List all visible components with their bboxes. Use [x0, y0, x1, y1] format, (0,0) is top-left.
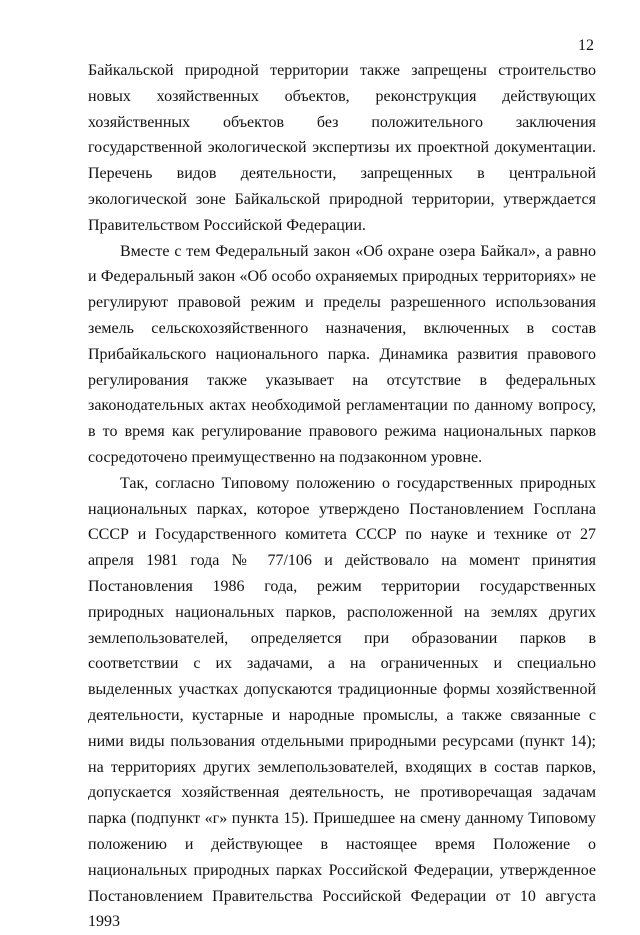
paragraph-3: Так, согласно Типовому положению о государственных природных национальных парках, которое утверждено Постановлением Госплана СССР и Государственного комитета СССР по науке и технике от 27 апреля 1981 года № 77/106 и действовало на момент принятия Постановления 1986 года, режим территории государственных природных национальных парков, расположенной на землях других землепользователей, определяется при образовании парков в соответствии с их задачами, а на ограниченных и специально выделенных участках допускаются традиционные формы хозяйственной деятельности, кустарные и народные промыслы, а также связанные с ними виды пользования отдельными природными ресурсами (пункт 14); на территориях других землепользователей, входящих в состав парков, допускается хозяйственная деятельность, не противоречащая задачам парка (подпункт «г» пункта 15). Пришедшее на смену данному Типовому положению и действующее в настоящее время Положение о национальных природных парках Российской Федерации, утвержденное Постановлением Правительства Российской Федерации от 10 августа 1993: [88, 474, 596, 931]
document-body: [88, 58, 596, 935]
paragraph-1: Байкальской природной территории также запрещены строительство новых хозяйственных объектов, реконструкция действующих хозяйственных объектов без положительного заключения государственной экологической экспертизы их проектной документации. Перечень видов деятельности, запрещенных в центральной экологической зоне Байкальской природной территории, утверждается Правительством Российской Федерации.: [88, 62, 596, 234]
page-number: 12: [578, 37, 594, 54]
paragraph-2: Вместе с тем Федеральный закон «Об охране озера Байкал», а равно и Федеральный закон «Об особо охраняемых природных территориях» не регулируют правовой режим и пределы разрешенного использования земель сельскохозяйственного назначения, включенных в состав Прибайкальского национального парка. Динамика развития правового регулирования также указывает на отсутствие в федеральных законодательных актах необходимой регламентации по данному вопросу, в то время как регулирование правового режима национальных парков сосредоточено преимущественно на подзаконном уровне.: [88, 242, 596, 466]
